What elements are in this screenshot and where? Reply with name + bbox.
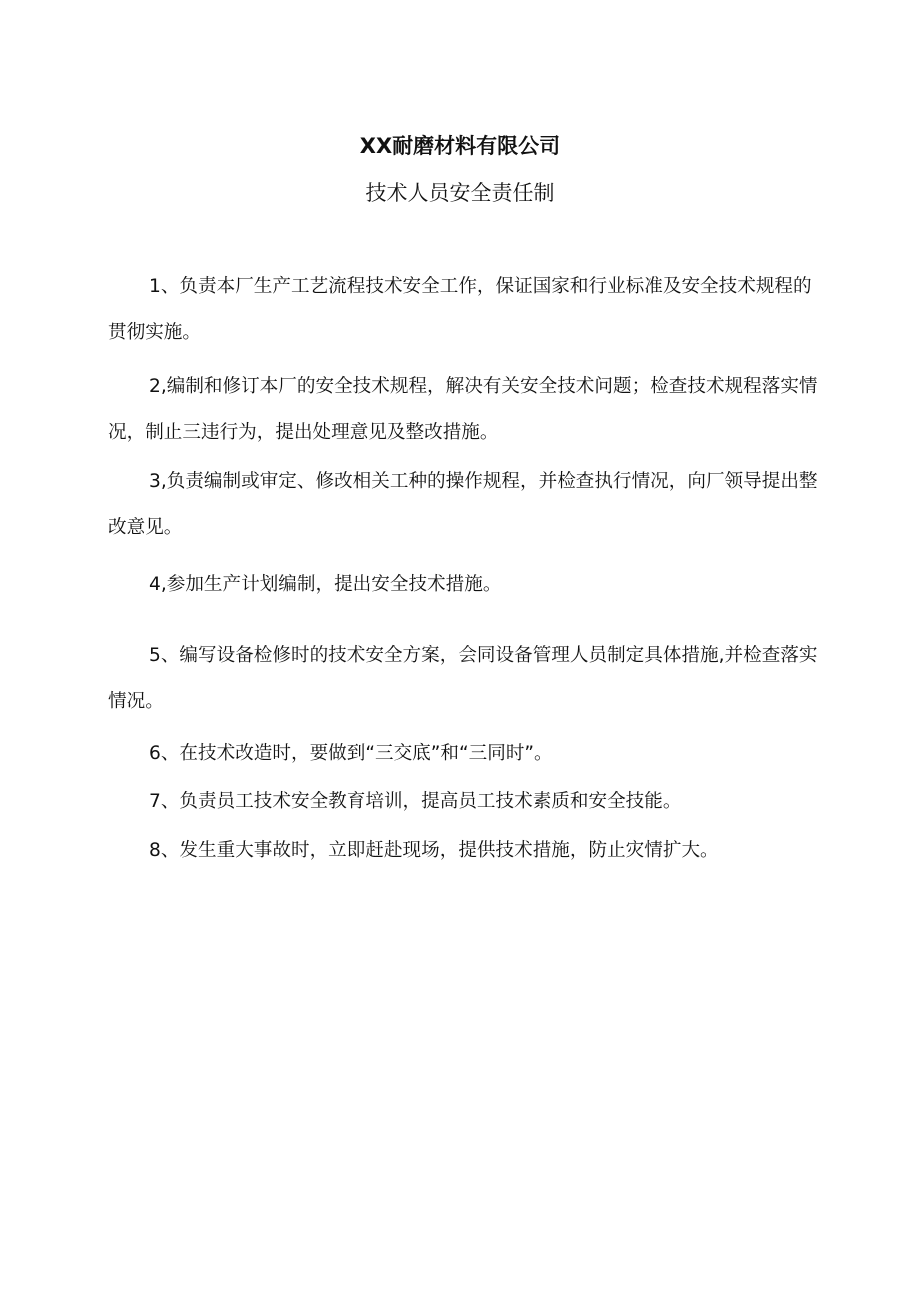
responsibility-item-7: 7、负责员工技术安全教育培训，提高员工技术素质和安全技能。 xyxy=(149,791,682,812)
company-name: XX耐磨材料有限公司 xyxy=(359,134,561,158)
document-title: 技术人员安全责任制 xyxy=(365,181,555,205)
responsibility-item-8: 8、发生重大事故时，立即赶赴现场，提供技术措施，防止灾情扩大。 xyxy=(149,840,719,861)
responsibility-item-1: 1、负责本厂生产工艺流程技术安全工作，保证国家和行业标准及安全技术规程的贯彻实施。 xyxy=(108,276,812,343)
responsibility-item-5: 5、编写设备检修时的技术安全方案，会同设备管理人员制定具体措施,并检查落实情况。 xyxy=(108,645,818,712)
responsibility-item-3: 3,负责编制或审定、修改相关工种的操作规程，并检查执行情况，向厂领导提出整改意见。 xyxy=(108,471,818,538)
responsibility-item-4: 4,参加生产计划编制，提出安全技术措施。 xyxy=(149,574,502,595)
responsibility-item-2: 2,编制和修订本厂的安全技术规程，解决有关安全技术问题；检查技术规程落实情况，制止三违行为，提出处理意见及整改措施。 xyxy=(108,376,818,443)
responsibility-item-6: 6、在技术改造时，要做到“三交底”和“三同时”。 xyxy=(149,743,553,764)
